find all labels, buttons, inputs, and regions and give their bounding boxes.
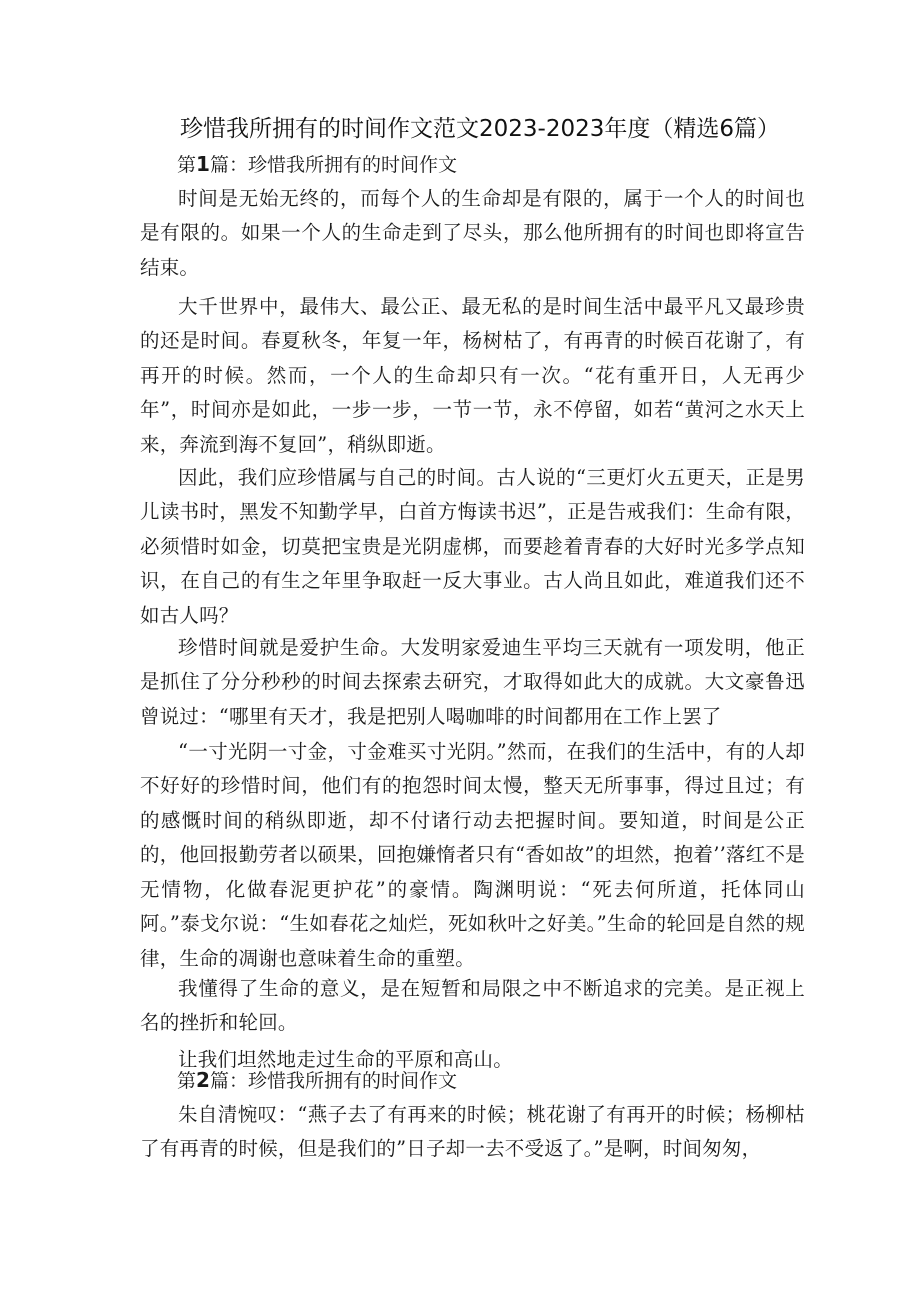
section-2-paragraph-1: 朱自清惋叹：“燕子去了有再来的时候；桃花谢了有再开的时候；杨柳枯了有再青的时候，但是我们的”日子却一去不受返了。”是啊，时间匆匆， (140, 1102, 805, 1161)
section-1-heading (177, 150, 857, 179)
document-title: 珍惜我所拥有的时间作文范文2023-2023年度（精选6篇） (180, 116, 780, 142)
section-1-heading-text: 篇：珍惜我所拥有的时间作文 (209, 154, 457, 176)
section-1-heading-number: 1 (196, 152, 210, 176)
section-1-paragraph-4: 珍惜时间就是爱护生命。大发明家爱迪生平均三天就有一项发明，他正是抓住了分分秒秒的时间去探索去研究，才取得如此大的成就。大文豪鲁迅曾说过：“哪里有天才，我是把别人喝咖啡的时间都用在工作上罢了 (140, 635, 805, 728)
section-2-heading-text: 篇：珍惜我所拥有的时间作文 (209, 1070, 457, 1092)
section-1-paragraph-6: 我懂得了生命的意义，是在短暂和局限之中不断追求的完美。是正视上名的挫折和轮回。 (140, 976, 805, 1035)
section-2-heading-prefix: 第 (177, 1070, 197, 1092)
section-1-heading-prefix: 第 (177, 154, 197, 176)
section-1-paragraph-1: 时间是无始无终的，而每个人的生命却是有限的，属于一个人的时间也是有限的。如果一个人的生命走到了尽头，那么他所拥有的时间也即将宣告结束。 (140, 186, 805, 279)
section-1-paragraph-5: “一寸光阴一寸金，寸金难买寸光阴。”然而，在我们的生活中，有的人却不好好的珍惜时间，他们有的抱怨时间太慢，整天无所事事，得过且过；有的感慨时间的稍纵即逝，却不付诸行动去把握时间。要知道，时间是公正的，他回报勤劳者以硕果，回抱嫌惰者只有“香如故”的坦然，抱着’’落红不是无情物，化做春泥更护花”的豪情。陶渊明说：“死去何所道，托体同山阿。”泰戈尔说：“生如春花之灿烂，死如秋叶之好美。”生命的轮回是自然的规律，生命的凋谢也意味着生命的重塑。 (140, 739, 805, 971)
section-1-paragraph-7: 让我们坦然地走过生命的平原和高山。 (178, 1047, 513, 1071)
section-2-heading (177, 1066, 857, 1095)
section-2-heading-number: 2 (196, 1068, 210, 1092)
section-1-paragraph-2: 大千世界中，最伟大、最公正、最无私的是时间生活中最平凡又最珍贵的还是时间。春夏秋冬，年复一年，杨树枯了，有再青的时候百花谢了，有再开的时候。然而，一个人的生命却只有一次。“花有重开日，人无再少年”，时间亦是如此，一步一步，一节一节，永不停留，如若“黄河之水天上来，奔流到海不复回”，稍纵即逝。 (140, 294, 805, 456)
section-1-paragraph-3: 因此，我们应珍惜属与自己的时间。古人说的“三更灯火五更天，正是男儿读书时，黑发不知勤学早，白首方悔读书迟”，正是告戒我们：生命有限，必须惜时如金，切莫把宝贵是光阴虚梆，而要趁着青春的大好时光多学点知识，在自己的有生之年里争取赶一反大事业。古人尚且如此，难道我们还不如古人吗？ (140, 465, 805, 627)
